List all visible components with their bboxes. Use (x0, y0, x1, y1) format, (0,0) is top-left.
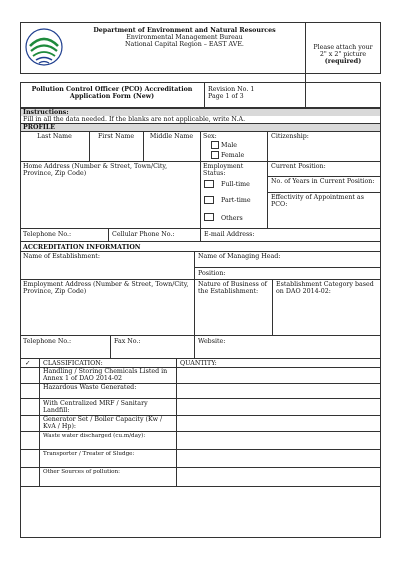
picture-required: (required) (324, 58, 362, 65)
region-name: National Capital Region – EAST AVE. (125, 41, 244, 48)
rule (20, 279, 381, 280)
classification-header: CLASSIFICATION: (43, 360, 103, 367)
title-divider (204, 82, 205, 108)
denr-logo-icon (24, 26, 64, 68)
profile-heading: PROFILE (23, 124, 56, 131)
rule (267, 192, 381, 193)
full-time-label: Full-time (221, 181, 250, 188)
rule (200, 228, 201, 241)
male-checkbox[interactable] (211, 141, 219, 149)
website-label: Website: (198, 338, 226, 345)
current-position-label: Current Position: (271, 163, 326, 170)
instructions-heading: Instructions: (23, 109, 69, 116)
rule (272, 279, 273, 335)
telephone-label: Telephone No.: (23, 231, 72, 238)
instructions-shade (21, 109, 380, 116)
profile-shade (21, 124, 380, 131)
rule (194, 267, 381, 268)
acc-telephone-label: Telephone No.: (23, 338, 72, 345)
first-name-label: First Name (97, 133, 135, 140)
check-mark-icon: ✓ (25, 360, 31, 367)
citizenship-label: Citizenship: (271, 133, 309, 140)
form-title-1: Pollution Control Officer (PCO) Accreditation (31, 86, 193, 93)
rule (20, 251, 381, 252)
home-address-label: Home Address (Number & Street, Town/City, Province, Zip Code) (23, 163, 168, 178)
part-time-checkbox[interactable] (204, 196, 214, 204)
picture-note-1: Please attach your (313, 44, 373, 51)
rule (108, 228, 109, 241)
rule (20, 161, 381, 162)
rule (20, 486, 381, 487)
rule (20, 467, 381, 468)
rule (20, 449, 381, 450)
pco-application-form (20, 22, 381, 540)
years-position-label: No. of Years in Current Position: (271, 178, 375, 185)
female-checkbox[interactable] (211, 151, 219, 159)
instructions-text: Fill in all the data needed. If the blanks are not applicable, write N.A. (23, 116, 246, 123)
rule (20, 398, 381, 399)
nature-business-label: Nature of Business of the Establishment: (198, 281, 268, 296)
cellular-label: Cellular Phone No.: (112, 231, 175, 238)
email-label: E-mail Address: (204, 231, 255, 238)
position-label: Position: (198, 270, 226, 277)
class-item-genset: Generator Set / Boiler Capacity (Kw / KvA / Hp): (43, 416, 163, 431)
class-item-other: Other Sources of pollution: (43, 469, 121, 475)
establishment-label: Name of Establishment: (23, 253, 100, 260)
revision-number: Revision No. 1 (208, 86, 255, 93)
fax-label: Fax No.: (114, 338, 141, 345)
bureau-name: Environmental Management Bureau (126, 34, 243, 41)
rule (20, 431, 381, 432)
rule (110, 335, 111, 358)
dept-name: Department of Environment and Natural Resources (93, 27, 276, 34)
employment-address-label: Employment Address (Number & Street, Town/City, Province, Zip Code) (23, 281, 189, 296)
last-name-label: Last Name (37, 133, 72, 140)
accreditation-heading: ACCREDITATION INFORMATION (23, 244, 141, 251)
managing-head-label: Name of Managing Head: (198, 253, 281, 260)
picture-note-2: 2" x 2" picture (319, 51, 367, 58)
form-title-2: Application Form (New) (69, 93, 155, 100)
page-number: Page 1 of 3 (208, 93, 244, 100)
full-time-checkbox[interactable] (204, 180, 214, 188)
quantity-header: QUANTITY: (180, 360, 217, 367)
female-label: Female (221, 152, 245, 159)
others-label: Others (221, 215, 243, 222)
part-time-label: Part-time (221, 197, 251, 204)
category-label: Establishment Category based on DAO 2014-02: (276, 281, 374, 296)
others-checkbox[interactable] (204, 213, 214, 221)
sex-label: Sex: (203, 133, 217, 140)
rule (20, 241, 381, 242)
rule (267, 131, 268, 228)
class-item-sludge: Transporter / Treater of Sludge: (43, 451, 135, 457)
class-item-mrf: With Centralized MRF / Sanitary Landfill: (43, 400, 148, 415)
male-label: Male (221, 142, 237, 149)
rule (267, 176, 381, 177)
class-item-chemicals: Handling / Storing Chemicals Listed in Annex 1 of DAO 2014-02 (43, 368, 168, 383)
middle-name-label: Middle Name (149, 133, 194, 140)
rule (200, 131, 201, 228)
effectivity-label: Effectivity of Appointment as PCO: (271, 194, 364, 209)
class-item-hazardous: Hazardous Waste Generated: (43, 384, 137, 391)
class-item-wastewater: Waste water discharged (cu.m/day): (43, 433, 146, 439)
rule (20, 358, 381, 359)
employment-status-label: Employment Status: (203, 163, 244, 178)
rule (20, 335, 381, 336)
